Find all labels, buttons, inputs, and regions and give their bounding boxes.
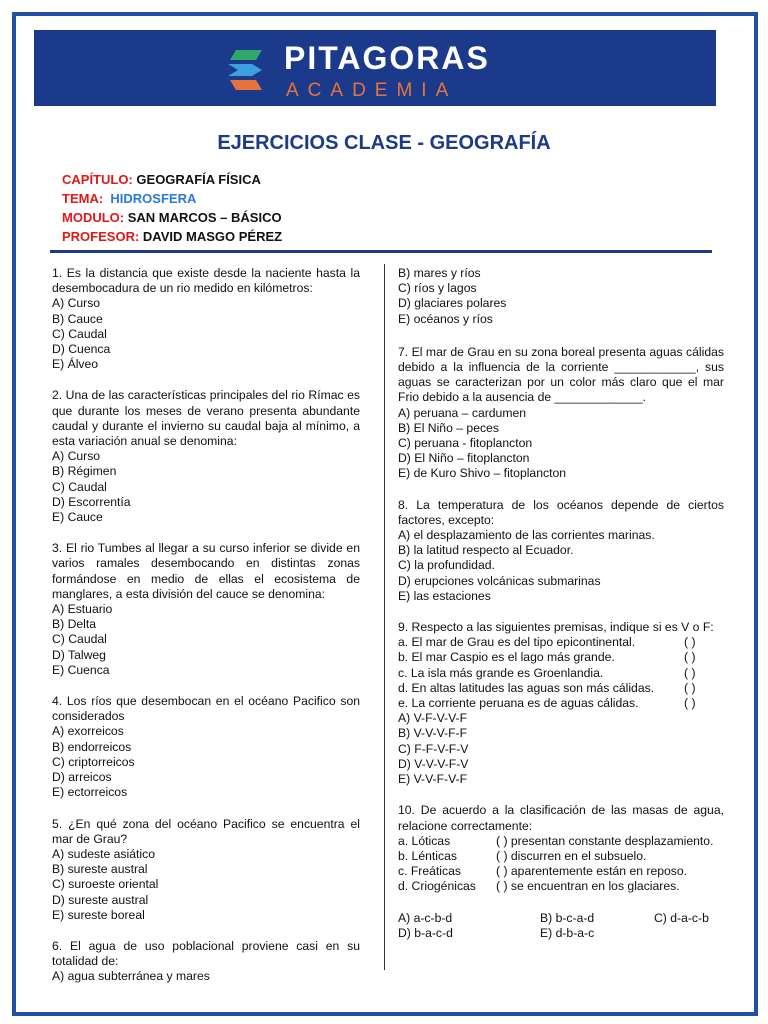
profesor-label: PROFESOR: bbox=[62, 229, 140, 244]
match-right: ( ) presentan constante desplazamiento. bbox=[496, 833, 714, 848]
option-e: E) océanos y ríos bbox=[398, 311, 493, 326]
option-b: B) endorreicos bbox=[52, 739, 132, 754]
question-text: 7. El mar de Grau en su zona boreal presenta aguas cálidas debido a la influencia de la corriente ____________, sus aguas se caracterizan por un color más claro que el mar Frio debido a la ausencia de _____________. bbox=[398, 344, 724, 405]
premise-c bbox=[398, 666, 724, 681]
question-text: 3. El rio Tumbes al llegar a su curso inferior se divide en varios ramales desembocando en distintas zonas formándose en medio de ellas el ecosistema de manglares, a esta división del cauce se denomina: bbox=[52, 541, 360, 601]
question-6-continued bbox=[398, 266, 724, 327]
option-a: A) Estuario bbox=[52, 602, 113, 617]
question-text: 4. Los ríos que desembocan en el océano Pacifico son considerados bbox=[52, 694, 360, 724]
answer-blank: ( ) bbox=[684, 635, 696, 650]
option-d: D) erupciones volcánicas submarinas bbox=[398, 573, 601, 588]
option-e: E) Cuenca bbox=[52, 662, 110, 677]
option-c: C) Caudal bbox=[52, 479, 107, 494]
premise-a bbox=[398, 635, 724, 650]
question-4 bbox=[52, 694, 360, 800]
premise-b bbox=[398, 650, 724, 665]
answer-blank: ( ) bbox=[684, 680, 696, 695]
premise-d bbox=[398, 681, 724, 696]
question-8 bbox=[398, 498, 724, 604]
modulo-value: SAN MARCOS – BÁSICO bbox=[127, 210, 282, 225]
match-right: ( ) se encuentran en los glaciares. bbox=[496, 879, 680, 894]
match-right: ( ) aparentemente están en reposo. bbox=[496, 864, 688, 879]
option-a: A) el desplazamiento de las corrientes marinas. bbox=[398, 528, 655, 543]
option-d: D) arreicos bbox=[52, 770, 112, 785]
option-a: A) sudeste asiático bbox=[52, 846, 155, 861]
question-text: 1. Es la distancia que existe desde la naciente hasta la desembocadura de un rio medido en kilómetros: bbox=[52, 266, 360, 296]
header-divider bbox=[50, 250, 712, 253]
option-d: D) Talweg bbox=[52, 647, 106, 662]
option-e: E) sureste boreal bbox=[52, 907, 145, 922]
answer-blank: ( ) bbox=[684, 650, 696, 665]
match-left: d. Criogénicas bbox=[398, 879, 476, 894]
option-b: B) Régimen bbox=[52, 464, 117, 479]
right-column bbox=[398, 266, 724, 957]
question-6 bbox=[52, 939, 360, 985]
option-a: A) exorreicos bbox=[52, 724, 124, 739]
question-text: 6. El agua de uso poblacional proviene casi en su totalidad de: bbox=[52, 938, 360, 969]
option-d: D) El Niño – fitoplancton bbox=[398, 451, 530, 466]
option-d: D) Cuenca bbox=[52, 342, 111, 357]
match-row-b bbox=[398, 849, 724, 864]
match-left: a. Lóticas bbox=[398, 833, 451, 848]
answer-blank: ( ) bbox=[684, 696, 696, 711]
question-7 bbox=[398, 345, 724, 482]
match-row-c bbox=[398, 864, 724, 879]
option-c: C) ríos y lagos bbox=[398, 281, 477, 296]
option-a: A) agua subterránea y mares bbox=[52, 969, 210, 984]
premise-text: d. En altas latitudes las aguas son más cálidas. bbox=[398, 680, 655, 695]
question-text: 10. De acuerdo a la clasificación de las masas de agua, relacione correctamente: bbox=[398, 803, 724, 833]
match-right: ( ) discurren en el subsuelo. bbox=[496, 848, 647, 863]
option-b: B) sureste austral bbox=[52, 862, 148, 877]
option-a: A) Curso bbox=[52, 449, 101, 464]
option-a: A) a-c-b-d bbox=[398, 910, 453, 925]
premise-e bbox=[398, 696, 724, 711]
pitagoras-logo-icon bbox=[222, 44, 276, 96]
option-c: C) Caudal bbox=[52, 326, 107, 341]
premise-text: b. El mar Caspio es el lago más grande. bbox=[398, 650, 615, 665]
page-title: EJERCICIOS CLASE - GEOGRAFÍA bbox=[217, 132, 551, 154]
option-c: C) Caudal bbox=[52, 632, 107, 647]
option-a: A) peruana – cardumen bbox=[398, 405, 527, 420]
column-divider bbox=[384, 264, 385, 970]
profesor-value: DAVID MASGO PÉREZ bbox=[142, 229, 283, 244]
match-left: c. Freáticas bbox=[398, 864, 461, 879]
option-c: C) la profundidad. bbox=[398, 558, 495, 573]
option-a: A) Curso bbox=[52, 296, 101, 311]
option-b: B) mares y ríos bbox=[398, 266, 481, 280]
option-d: D) V-V-V-F-V bbox=[398, 756, 469, 771]
brand-name: PITAGORAS bbox=[284, 40, 490, 76]
option-d: D) sureste austral bbox=[52, 892, 149, 907]
option-c: C) criptorreicos bbox=[52, 754, 135, 769]
match-left: b. Lénticas bbox=[398, 848, 457, 863]
question-3 bbox=[52, 541, 360, 678]
tema-value: HIDROSFERA bbox=[110, 191, 197, 206]
option-d: D) b-a-c-d bbox=[398, 925, 453, 940]
premise-text: e. La corriente peruana es de aguas cálidas. bbox=[398, 696, 639, 711]
option-b: B) V-V-V-F-F bbox=[398, 726, 468, 741]
option-e: E) Álveo bbox=[52, 357, 99, 372]
option-c: C) F-F-V-F-V bbox=[398, 741, 469, 756]
option-b: B) Cauce bbox=[52, 311, 103, 326]
question-1 bbox=[52, 266, 360, 372]
option-e: E) de Kuro Shivo – fitoplancton bbox=[398, 466, 567, 481]
answer-options bbox=[398, 911, 724, 941]
option-c: C) peruana - fitoplancton bbox=[398, 436, 533, 451]
question-2 bbox=[52, 388, 360, 525]
capitulo-label: CAPÍTULO: bbox=[62, 172, 133, 187]
question-5 bbox=[52, 817, 360, 923]
option-c: C) suroeste oriental bbox=[52, 877, 159, 892]
tema-label: TEMA: bbox=[62, 191, 104, 206]
header-banner bbox=[34, 30, 716, 106]
option-e: E) d-b-a-c bbox=[540, 925, 595, 940]
option-e: E) ectorreicos bbox=[52, 785, 128, 800]
option-b: B) El Niño – peces bbox=[398, 420, 499, 435]
option-b: B) la latitud respecto al Ecuador. bbox=[398, 543, 574, 558]
answer-blank: ( ) bbox=[684, 665, 696, 680]
question-text: 2. Una de las características principales del rio Rímac es que durante los meses de verano presenta abundante caudal y durante el invierno su caudal baja al mínimo, a esta variación anual se denomina: bbox=[52, 388, 360, 449]
option-d: D) glaciares polares bbox=[398, 296, 507, 311]
question-text: 5. ¿En qué zona del océano Pacifico se encuentra el mar de Grau? bbox=[52, 816, 360, 846]
option-e: E) Cauce bbox=[52, 510, 103, 525]
option-b: B) Delta bbox=[52, 617, 97, 632]
question-9 bbox=[398, 620, 724, 787]
question-text: 9. Respecto a las siguientes premisas, indique si es V o F: bbox=[398, 620, 714, 635]
option-b: B) b-c-a-d bbox=[540, 910, 595, 925]
premise-text: a. El mar de Grau es del tipo epicontinental. bbox=[398, 635, 636, 650]
brand-subtitle: ACADEMIA bbox=[286, 80, 458, 101]
match-row-a bbox=[398, 834, 724, 849]
capitulo-value: GEOGRAFÍA FÍSICA bbox=[136, 172, 261, 187]
option-e: E) V-V-F-V-F bbox=[398, 772, 468, 787]
option-e: E) las estaciones bbox=[398, 588, 491, 603]
option-d: D) Escorrentía bbox=[52, 494, 131, 509]
question-10 bbox=[398, 803, 724, 941]
course-info bbox=[62, 170, 282, 246]
question-text: 8. La temperatura de los océanos depende de ciertos factores, excepto: bbox=[398, 497, 724, 527]
premise-text: c. La isla más grande es Groenlandia. bbox=[398, 665, 604, 680]
left-column bbox=[52, 266, 360, 1001]
match-row-d bbox=[398, 879, 724, 894]
option-c: C) d-a-c-b bbox=[654, 910, 709, 925]
modulo-label: MODULO: bbox=[62, 210, 125, 225]
option-a: A) V-F-V-V-F bbox=[398, 711, 468, 726]
